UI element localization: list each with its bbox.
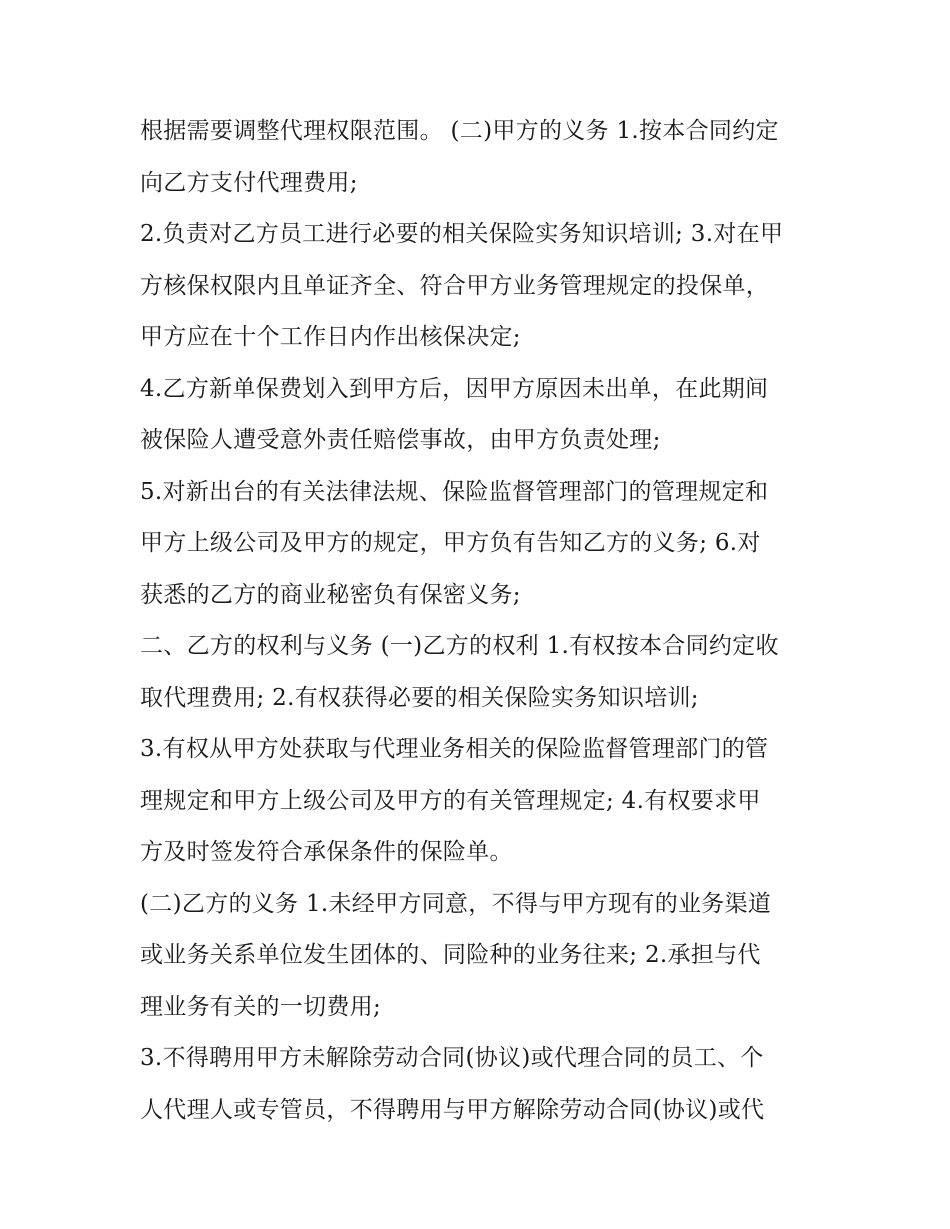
text-line: (二)乙方的义务 1.未经甲方同意，不得与甲方现有的业务渠道 [140, 890, 772, 917]
text-line: 理规定和甲方上级公司及甲方的有关管理规定; 4.有权要求甲 [140, 787, 761, 814]
text-line: 被保险人遭受意外责任赔偿事故，由甲方负责处理; [140, 427, 661, 453]
text-line: 5.对新出台的有关法律法规、保险监督管理部门的管理规定和 [140, 478, 769, 505]
text-line: 根据需要调整代理权限范围。 (二)甲方的义务 1.按本合同约定 [140, 118, 779, 144]
text-line: 人代理人或专管员，不得聘用与甲方解除劳动合同(协议)或代 [140, 1096, 765, 1123]
document-body [140, 106, 820, 1136]
text-line: 3.不得聘用甲方未解除劳动合同(协议)或代理合同的员工、个 [140, 1045, 764, 1071]
text-line: 方核保权限内且单证齐全、符合甲方业务管理规定的投保单， [140, 272, 770, 299]
text-line: 取代理费用; 2.有权获得必要的相关保险实务知识培训; [140, 684, 699, 711]
text-line: 3.有权从甲方处获取与代理业务相关的保险监督管理部门的管 [140, 736, 769, 762]
text-line: 方及时签发符合承保条件的保险单。 [140, 839, 513, 865]
text-line: 理业务有关的一切费用; [140, 993, 382, 1020]
text-line: 甲方上级公司及甲方的规定，甲方负有告知乙方的义务; 6.对 [140, 530, 761, 556]
text-line: 或业务关系单位发生团体的、同险种的业务往来; 2.承担与代 [140, 942, 761, 968]
text-line: 甲方应在十个工作日内作出核保决定; [140, 324, 521, 350]
text-line: 4.乙方新单保费划入到甲方后，因甲方原因未出单，在此期间 [140, 375, 769, 402]
text-line: 获悉的乙方的商业秘密负有保密义务; [140, 581, 521, 608]
text-line: 二、乙方的权利与义务 (一)乙方的权利 1.有权按本合同约定收 [140, 633, 779, 659]
text-line: 向乙方支付代理费用; [140, 169, 358, 196]
text-line: 2.负责对乙方员工进行必要的相关保险实务知识培训; 3.对在甲 [140, 221, 784, 247]
